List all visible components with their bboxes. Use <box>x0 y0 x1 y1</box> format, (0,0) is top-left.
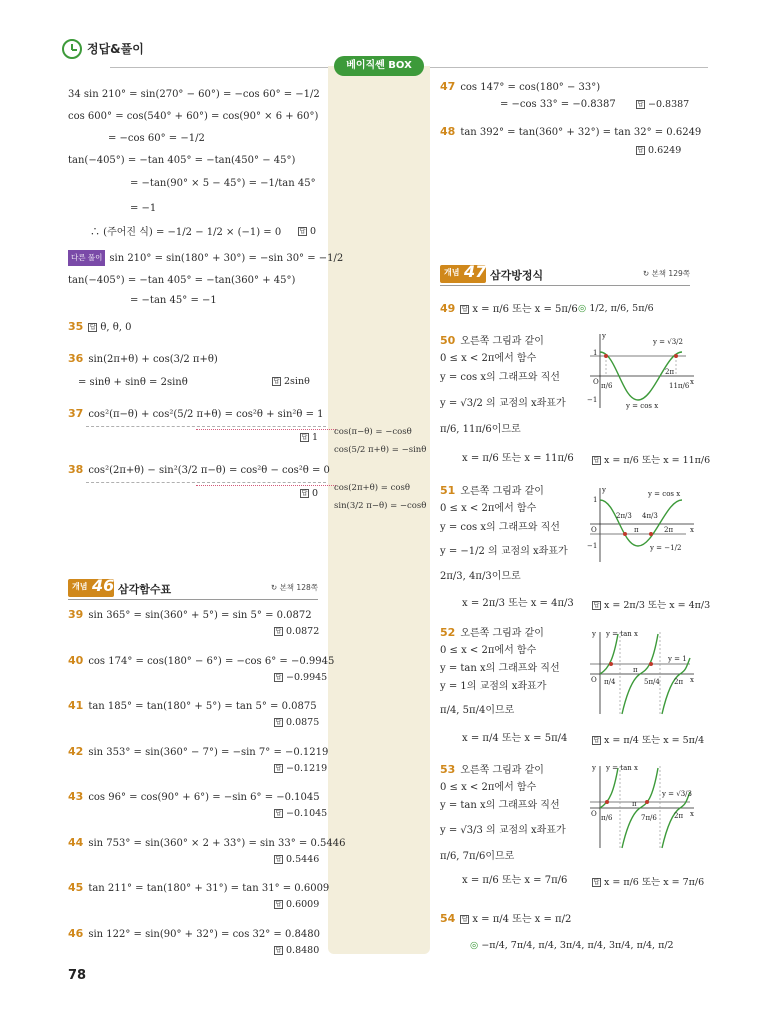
trig-row-39-answer: 답 0.0872 <box>275 626 320 637</box>
p34-alt-line-2: tan(−405°) = −tan 405° = −tan(360° + 45°) <box>68 275 296 286</box>
p36-answer: 답 2sinθ <box>273 376 310 387</box>
answer-box-icon: 답 <box>593 602 600 609</box>
side-note-1: cos(π−θ) = −cosθ <box>334 427 412 437</box>
p52-line-6: x = π/4 또는 x = 5π/4 <box>462 733 568 744</box>
svg-text:π: π <box>632 800 637 808</box>
answer-box-icon: 답 <box>273 378 280 385</box>
p38-rule <box>86 482 326 483</box>
trig-row-42: 42 sin 353° = sin(360° − 7°) = −sin 7° = −0.1219 <box>68 745 329 758</box>
header-title: 정답&풀이 <box>87 42 144 56</box>
p50-answer: 답 x = π/6 또는 x = 11π/6 <box>593 455 711 466</box>
section-46-number: 46 <box>92 576 115 595</box>
p37-rule <box>86 426 326 427</box>
svg-text:y = cos x: y = cos x <box>648 490 681 498</box>
answer-box-icon: 답 <box>275 901 282 908</box>
answer-box-icon: 답 <box>275 674 282 681</box>
p50-line-6: x = π/6 또는 x = 11π/6 <box>462 453 574 464</box>
svg-text:y = 1: y = 1 <box>668 655 687 663</box>
section-46-ref: ↻ 본책 128쪽 <box>270 583 318 592</box>
svg-text:y = √3/2: y = √3/2 <box>653 338 683 346</box>
p54-blanks: ◎ −π/4, 7π/4, π/4, 3π/4, π/4, 3π/4, π/4, π/2 <box>470 940 674 951</box>
svg-text:x: x <box>690 378 694 386</box>
section-46-badge: 개념 <box>68 579 114 597</box>
alt-solution-tag: 다른 풀이 <box>68 250 105 266</box>
pointer-rule-38 <box>196 485 336 486</box>
svg-text:y: y <box>592 764 596 772</box>
answer-box-icon: 답 <box>301 434 308 441</box>
graph-53 <box>586 762 698 850</box>
side-note-3: cos(2π+θ) = cosθ <box>334 483 410 493</box>
answer-box-icon: 답 <box>461 306 468 313</box>
p50-line-5: π/6, 11π/6이므로 <box>440 424 521 435</box>
trig-row-40: 40 cos 174° = cos(180° − 6°) = −cos 6° = −0.9945 <box>68 654 335 667</box>
trig-row-43: 43 cos 96° = cos(90° + 6°) = −sin 6° = −0.1045 <box>68 790 320 803</box>
svg-text:−1: −1 <box>587 542 598 550</box>
p47-line-2: = −cos 33° = −0.8387 <box>500 99 616 110</box>
trig-row-43-answer: 답 −0.1045 <box>275 808 328 819</box>
side-note-4: sin(3/2 π−θ) = −cosθ <box>334 501 427 511</box>
svg-text:x: x <box>690 676 694 684</box>
p34-line-2: cos 600° = cos(540° + 60°) = cos(90° × 6 + 60°) <box>68 111 319 122</box>
trig-row-41: 41 tan 185° = tan(180° + 5°) = tan 5° = 0.0875 <box>68 699 317 712</box>
p48-answer: 답 0.6249 <box>637 145 682 156</box>
p52-line-2: 0 ≤ x < 2π에서 함수 <box>440 645 537 656</box>
svg-text:2π: 2π <box>674 678 684 686</box>
p48-line: 48 tan 392° = tan(360° + 32°) = tan 32° = 0.6249 <box>440 125 702 138</box>
answer-box-icon: 답 <box>275 628 282 635</box>
p53-answer: 답 x = π/6 또는 x = 7π/6 <box>593 877 705 888</box>
trig-row-44: 44 sin 753° = sin(360° × 2 + 33°) = sin 33° = 0.5446 <box>68 836 346 849</box>
svg-text:y = √3/3: y = √3/3 <box>662 790 692 798</box>
section-46-header <box>68 577 318 599</box>
trig-row-40-answer: 답 −0.9945 <box>275 672 328 683</box>
p53-line-1: 53 오른쪽 그림과 같이 <box>440 763 544 776</box>
p51-line-3: y = cos x의 그래프와 직선 <box>440 522 560 533</box>
p51-line-6: x = 2π/3 또는 x = 4π/3 <box>462 598 574 609</box>
p52-answer: 답 x = π/4 또는 x = 5π/4 <box>593 735 705 746</box>
target-icon: ◎ <box>578 303 590 314</box>
p35: 35 답 θ, θ, 0 <box>68 320 132 333</box>
p51-line-1: 51 오른쪽 그림과 같이 <box>440 484 544 497</box>
trig-row-46-answer: 답 0.8480 <box>275 945 320 956</box>
p34-line-7: ∴ (주어진 식) = −1/2 − 1/2 × (−1) = 0 <box>90 227 282 238</box>
answer-box-icon: 답 <box>275 719 282 726</box>
answer-box-icon: 답 <box>593 879 600 886</box>
trig-row-41-answer: 답 0.0875 <box>275 717 320 728</box>
svg-text:2π: 2π <box>674 812 684 820</box>
trig-row-44-answer: 답 0.5446 <box>275 854 320 865</box>
answer-box-icon: 답 <box>275 947 282 954</box>
p47-answer: 답 −0.8387 <box>637 99 690 110</box>
trig-row-39: 39 sin 365° = sin(360° + 5°) = sin 5° = 0.0872 <box>68 608 312 621</box>
page-number: 78 <box>68 968 87 983</box>
svg-text:y: y <box>602 332 606 340</box>
p38-line: 38 cos²(2π+θ) − sin²(3/2 π−θ) = cos²θ − cos²θ = 0 <box>68 463 330 476</box>
p34-alt-line-1: 다른 풀이 sin 210° = sin(180° + 30°) = −sin 30° = −1/2 <box>68 250 343 266</box>
svg-text:π/4: π/4 <box>604 678 616 686</box>
answer-box-icon: 답 <box>593 457 600 464</box>
p36-line-2: = sinθ + sinθ = 2sinθ <box>78 377 188 388</box>
svg-text:O: O <box>593 378 599 386</box>
svg-text:π: π <box>634 526 639 534</box>
svg-text:7π/6: 7π/6 <box>641 814 657 822</box>
section-47-ref: ↻ 본책 129쪽 <box>642 269 690 278</box>
side-note-2: cos(5/2 π+θ) = −sinθ <box>334 445 427 455</box>
trig-row-45-answer: 답 0.6009 <box>275 899 320 910</box>
svg-text:O: O <box>591 526 597 534</box>
trig-row-45: 45 tan 211° = tan(180° + 31°) = tan 31° = 0.6009 <box>68 881 330 894</box>
svg-text:y: y <box>602 486 606 494</box>
answer-box-icon: 답 <box>637 101 644 108</box>
svg-text:1: 1 <box>593 496 598 504</box>
section-47-title: 삼각방정식 <box>490 269 544 282</box>
p49-line: 49 답 x = π/6 또는 x = 5π/6 <box>440 302 578 315</box>
svg-text:x: x <box>690 810 694 818</box>
svg-text:y = tan x: y = tan x <box>606 764 638 772</box>
pointer-rule-37 <box>196 429 336 430</box>
p53-line-6: x = π/6 또는 x = 7π/6 <box>462 875 568 886</box>
section-47-badge: 개념 <box>440 265 486 283</box>
p34-line-1: 34 sin 210° = sin(270° − 60°) = −cos 60° = −1/2 <box>68 89 320 100</box>
p34-line-6: = −1 <box>130 203 157 214</box>
p50-line-1: 50 오른쪽 그림과 같이 <box>440 334 544 347</box>
svg-text:π/6: π/6 <box>601 382 613 390</box>
p53-line-5: π/6, 7π/6이므로 <box>440 851 515 862</box>
svg-text:−1: −1 <box>587 396 598 404</box>
svg-text:x: x <box>690 526 694 534</box>
basic-box-tab: 베이직쎈 BOX <box>334 56 424 76</box>
svg-text:y: y <box>592 630 596 638</box>
p53-line-2: 0 ≤ x < 2π에서 함수 <box>440 782 537 793</box>
p47-line-1: 47 cos 147° = cos(180° − 33°) <box>440 80 601 93</box>
p38-answer: 답 0 <box>301 488 319 499</box>
svg-text:4π/3: 4π/3 <box>642 512 658 520</box>
answer-box-icon: 답 <box>275 765 282 772</box>
answer-box-icon: 답 <box>461 916 468 923</box>
clock-icon <box>62 39 82 59</box>
p53-line-4: y = √3/3 의 교점의 x좌표가 <box>440 825 566 836</box>
p50-line-4: y = √3/2 의 교점의 x좌표가 <box>440 398 566 409</box>
p51-line-5: 2π/3, 4π/3이므로 <box>440 571 521 582</box>
p34-answer: 답 0 <box>299 226 317 237</box>
p52-line-5: π/4, 5π/4이므로 <box>440 705 515 716</box>
p34-alt-line-3: = −tan 45° = −1 <box>130 295 217 306</box>
p34-line-3: = −cos 60° = −1/2 <box>108 133 205 144</box>
p52-line-1: 52 오른쪽 그림과 같이 <box>440 626 544 639</box>
target-icon: ◎ <box>470 940 482 951</box>
p49-blanks: ◎ 1/2, π/6, 5π/6 <box>578 303 654 314</box>
svg-text:y = cos x: y = cos x <box>626 402 659 410</box>
p50-line-2: 0 ≤ x < 2π에서 함수 <box>440 353 537 364</box>
svg-text:y = −1/2: y = −1/2 <box>650 544 682 552</box>
answer-box-icon: 답 <box>275 856 282 863</box>
section-46-title: 삼각함수표 <box>118 583 172 596</box>
p34-line-4: tan(−405°) = −tan 405° = −tan(450° − 45°) <box>68 155 296 166</box>
section-47-header <box>440 263 690 285</box>
answer-box-icon: 답 <box>301 490 308 497</box>
trig-row-42-answer: 답 −0.1219 <box>275 763 328 774</box>
svg-text:1: 1 <box>593 349 598 357</box>
answer-box-icon: 답 <box>275 810 282 817</box>
p37-answer: 답 1 <box>301 432 319 443</box>
p51-answer: 답 x = 2π/3 또는 x = 4π/3 <box>593 600 711 611</box>
p53-line-3: y = tan x의 그래프와 직선 <box>440 800 560 811</box>
svg-text:O: O <box>591 676 597 684</box>
p51-line-2: 0 ≤ x < 2π에서 함수 <box>440 503 537 514</box>
answer-box-icon: 답 <box>299 228 306 235</box>
graph-50 <box>586 330 698 410</box>
p34-line-5: = −tan(90° × 5 − 45°) = −1/tan 45° <box>130 178 316 189</box>
svg-text:π/6: π/6 <box>601 814 613 822</box>
svg-text:2π/3: 2π/3 <box>616 512 632 520</box>
answer-box-icon: 답 <box>637 147 644 154</box>
p52-line-3: y = tan x의 그래프와 직선 <box>440 663 560 674</box>
svg-text:5π/4: 5π/4 <box>644 678 660 686</box>
svg-text:y = tan x: y = tan x <box>606 630 638 638</box>
answer-box-icon: 답 <box>89 324 96 331</box>
svg-text:2π: 2π <box>664 526 674 534</box>
p54-line-1: 54 답 x = π/4 또는 x = π/2 <box>440 912 572 925</box>
trig-row-46: 46 sin 122° = sin(90° + 32°) = cos 32° = 0.8480 <box>68 927 320 940</box>
svg-text:2π: 2π <box>665 368 675 376</box>
p37-line: 37 cos²(π−θ) + cos²(5/2 π+θ) = cos²θ + sin²θ = 1 <box>68 407 324 420</box>
svg-text:11π/6: 11π/6 <box>669 382 690 390</box>
p51-line-4: y = −1/2 의 교점의 x좌표가 <box>440 546 568 557</box>
p52-line-4: y = 1의 교점의 x좌표가 <box>440 681 547 692</box>
p36-line-1: 36 sin(2π+θ) + cos(3/2 π+θ) <box>68 352 218 365</box>
svg-text:π: π <box>633 666 638 674</box>
graph-51 <box>586 484 698 564</box>
p50-line-3: y = cos x의 그래프와 직선 <box>440 372 560 383</box>
section-47-number: 47 <box>464 262 487 281</box>
answer-box-icon: 답 <box>593 737 600 744</box>
graph-52 <box>586 628 698 716</box>
svg-text:O: O <box>591 810 597 818</box>
